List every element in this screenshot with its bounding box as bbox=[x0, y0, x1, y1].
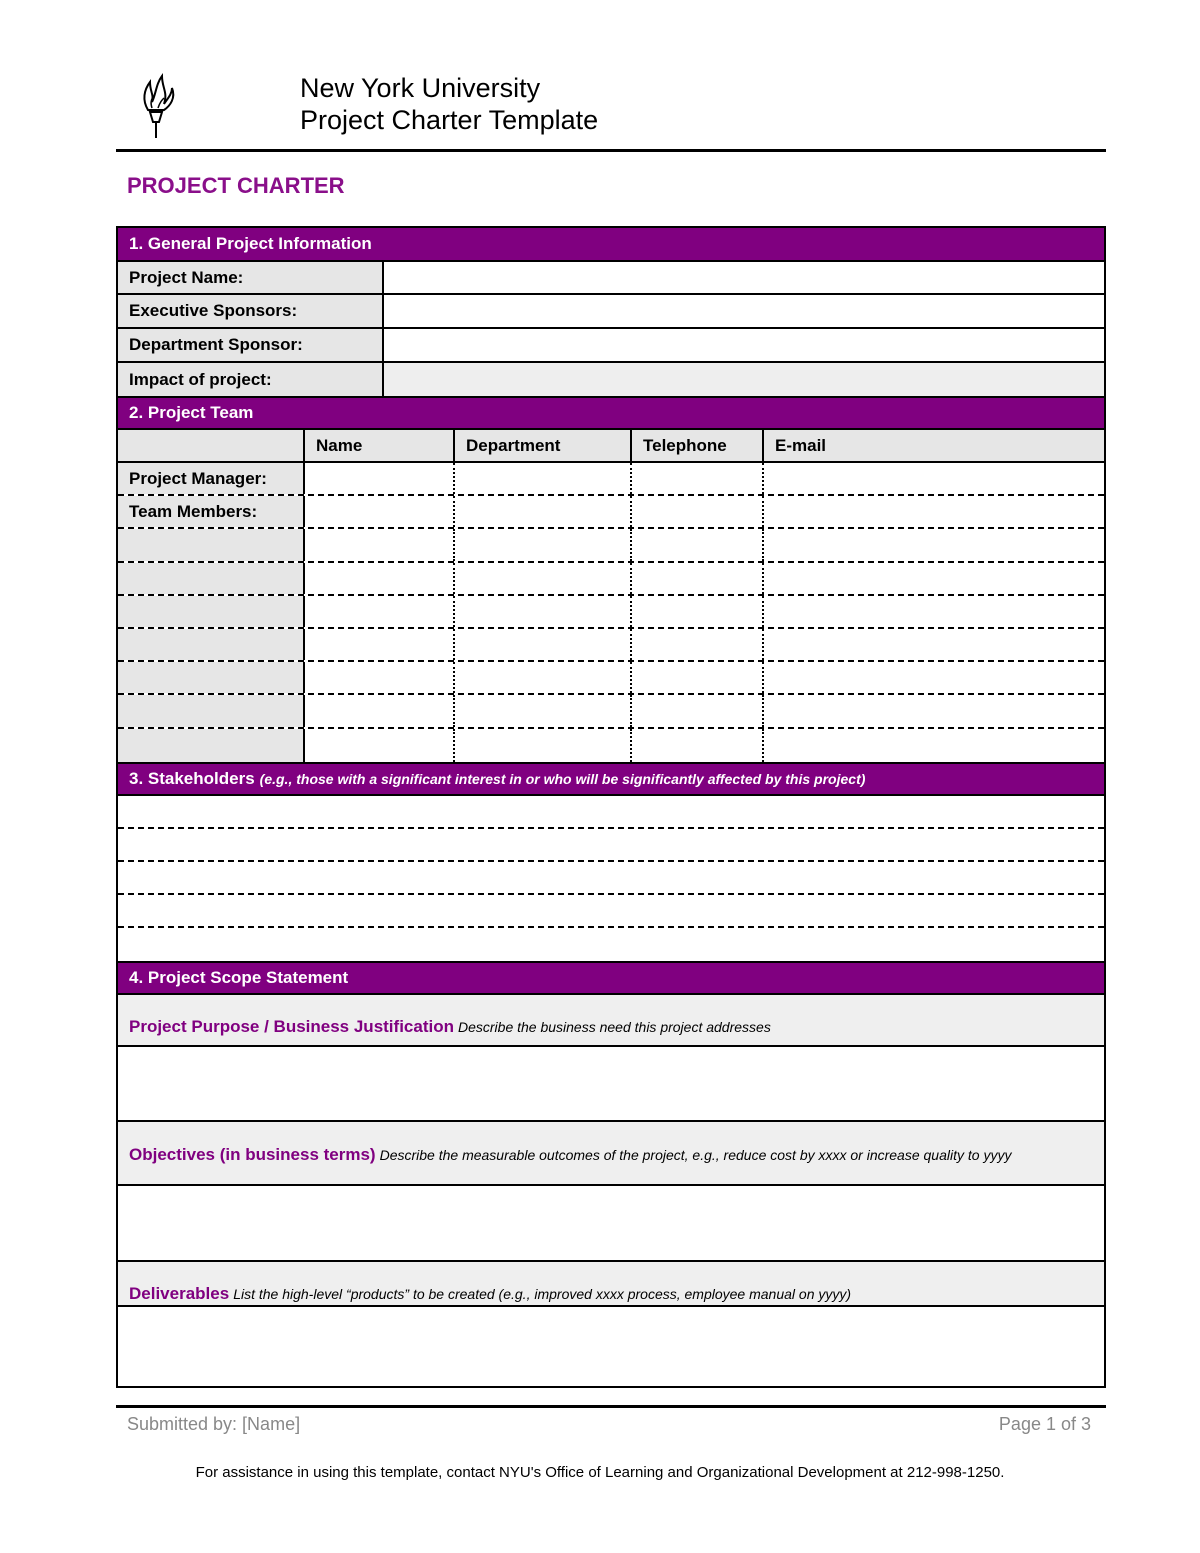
department-sponsor-input[interactable] bbox=[384, 329, 1104, 361]
purpose-description: Describe the business need this project addresses bbox=[457, 1019, 771, 1035]
team-row bbox=[118, 729, 1104, 762]
team-col-header-email: E-mail bbox=[775, 435, 827, 455]
field-label: Project Name: bbox=[118, 262, 384, 293]
page-header bbox=[116, 66, 1106, 152]
section-project-team-header bbox=[118, 396, 1104, 430]
field-row-impact bbox=[118, 363, 1104, 396]
team-cell-input[interactable] bbox=[632, 596, 764, 627]
team-cell-input[interactable] bbox=[305, 463, 455, 494]
deliverables-description: List the high-level “products” to be created (e.g., improved xxxx process, employee manual on yyyy) bbox=[233, 1286, 852, 1302]
team-cell-input[interactable] bbox=[455, 729, 632, 762]
page-number: Page 1 of 3 bbox=[998, 1414, 1091, 1434]
deliverables-text-area[interactable] bbox=[118, 1307, 1104, 1386]
team-cell-input[interactable] bbox=[764, 695, 1104, 726]
team-cell-input[interactable] bbox=[455, 596, 632, 627]
team-cell-input[interactable] bbox=[305, 563, 455, 594]
team-row-label bbox=[118, 529, 305, 560]
field-row-department-sponsor bbox=[118, 329, 1104, 363]
team-row bbox=[118, 662, 1104, 695]
section-note: (e.g., those with a significant interest in or who will be significantly affected by this project) bbox=[259, 771, 866, 787]
team-col-header-blank bbox=[118, 430, 305, 461]
field-row-executive-sponsors bbox=[118, 295, 1104, 329]
objectives-header bbox=[118, 1122, 1104, 1186]
team-row-label bbox=[118, 596, 305, 627]
team-row bbox=[118, 496, 1104, 529]
team-cell-input[interactable] bbox=[632, 496, 764, 527]
purpose-text-area[interactable] bbox=[118, 1047, 1104, 1122]
team-cell-input[interactable] bbox=[764, 662, 1104, 693]
team-table-header bbox=[118, 430, 1104, 463]
team-cell-input[interactable] bbox=[455, 563, 632, 594]
team-cell-input[interactable] bbox=[305, 496, 455, 527]
section-title: 3. Stakeholders bbox=[129, 769, 255, 788]
impact-input[interactable] bbox=[384, 363, 1104, 396]
team-cell-input[interactable] bbox=[455, 529, 632, 560]
deliverables-header bbox=[118, 1262, 1104, 1307]
team-col-header-telephone: Telephone bbox=[632, 430, 764, 461]
stakeholder-row[interactable] bbox=[118, 928, 1104, 961]
assistance-note: For assistance in using this template, contact NYU's Office of Learning and Organizational Development at 212-998-1250. bbox=[195, 1464, 1005, 1481]
team-col-header-name: Name bbox=[305, 430, 455, 461]
team-row-label bbox=[118, 695, 305, 726]
submitted-by: Submitted by: [Name] bbox=[127, 1414, 301, 1434]
team-row bbox=[118, 463, 1104, 496]
field-label: Department Sponsor: bbox=[118, 329, 384, 361]
section-title: 2. Project Team bbox=[129, 403, 254, 422]
team-cell-input[interactable] bbox=[764, 563, 1104, 594]
objectives-text-area[interactable] bbox=[118, 1186, 1104, 1262]
document-title: Project Charter Template bbox=[300, 105, 599, 135]
team-cell-input[interactable] bbox=[305, 629, 455, 660]
section-scope-header bbox=[118, 961, 1104, 995]
footer-divider bbox=[116, 1405, 1106, 1408]
team-row-label: Project Manager: bbox=[118, 463, 305, 494]
team-cell-input[interactable] bbox=[632, 662, 764, 693]
executive-sponsors-input[interactable] bbox=[384, 295, 1104, 327]
team-row bbox=[118, 596, 1104, 629]
team-cell-input[interactable] bbox=[764, 729, 1104, 762]
organization-name: New York University bbox=[300, 73, 541, 103]
team-row-label bbox=[118, 662, 305, 693]
team-cell-input[interactable] bbox=[305, 596, 455, 627]
stakeholder-row[interactable] bbox=[118, 796, 1104, 829]
team-row-label: Team Members: bbox=[118, 496, 305, 527]
team-cell-input[interactable] bbox=[305, 529, 455, 560]
team-cell-input[interactable] bbox=[632, 463, 764, 494]
team-row bbox=[118, 629, 1104, 662]
team-row-label bbox=[118, 729, 305, 762]
field-label: Impact of project: bbox=[118, 363, 384, 396]
team-cell-input[interactable] bbox=[764, 496, 1104, 527]
purpose-title: Project Purpose / Business Justification bbox=[129, 1017, 454, 1036]
team-cell-input[interactable] bbox=[305, 695, 455, 726]
stakeholder-row[interactable] bbox=[118, 829, 1104, 862]
charter-form bbox=[116, 226, 1106, 1388]
team-cell-input[interactable] bbox=[305, 729, 455, 762]
section-title: 1. General Project Information bbox=[129, 234, 372, 253]
stakeholder-row[interactable] bbox=[118, 895, 1104, 928]
team-row-label bbox=[118, 563, 305, 594]
team-cell-input[interactable] bbox=[764, 596, 1104, 627]
project-name-input[interactable] bbox=[384, 262, 1104, 293]
team-row bbox=[118, 695, 1104, 728]
objectives-title: Objectives (in business terms) bbox=[129, 1145, 376, 1164]
team-cell-input[interactable] bbox=[632, 729, 764, 762]
team-cell-input[interactable] bbox=[455, 629, 632, 660]
team-row bbox=[118, 529, 1104, 562]
field-label: Executive Sponsors: bbox=[118, 295, 384, 327]
team-cell-input[interactable] bbox=[764, 463, 1104, 494]
charter-title: PROJECT CHARTER bbox=[127, 173, 345, 198]
team-col-header-department: Department bbox=[455, 430, 632, 461]
section-stakeholders-header bbox=[118, 762, 1104, 796]
team-cell-input[interactable] bbox=[455, 695, 632, 726]
team-cell-input[interactable] bbox=[632, 629, 764, 660]
section-title: 4. Project Scope Statement bbox=[129, 968, 349, 987]
section-general-info-header bbox=[118, 228, 1104, 262]
deliverables-title: Deliverables bbox=[129, 1284, 230, 1303]
team-row bbox=[118, 563, 1104, 596]
team-cell-input[interactable] bbox=[764, 529, 1104, 560]
team-cell-input[interactable] bbox=[455, 463, 632, 494]
field-row-project-name bbox=[118, 262, 1104, 295]
team-cell-input[interactable] bbox=[455, 496, 632, 527]
team-cell-input[interactable] bbox=[455, 662, 632, 693]
team-row-label bbox=[118, 629, 305, 660]
stakeholder-row[interactable] bbox=[118, 862, 1104, 895]
objectives-description: Describe the measurable outcomes of the project, e.g., reduce cost by xxxx or increase quality to yyyy bbox=[379, 1147, 1012, 1163]
purpose-header bbox=[118, 995, 1104, 1047]
team-cell-input[interactable] bbox=[305, 662, 455, 693]
team-cell-input[interactable] bbox=[764, 629, 1104, 660]
team-cell-input[interactable] bbox=[632, 563, 764, 594]
team-cell-input[interactable] bbox=[632, 695, 764, 726]
team-cell-input[interactable] bbox=[632, 529, 764, 560]
nyu-torch-logo-icon bbox=[134, 72, 178, 140]
